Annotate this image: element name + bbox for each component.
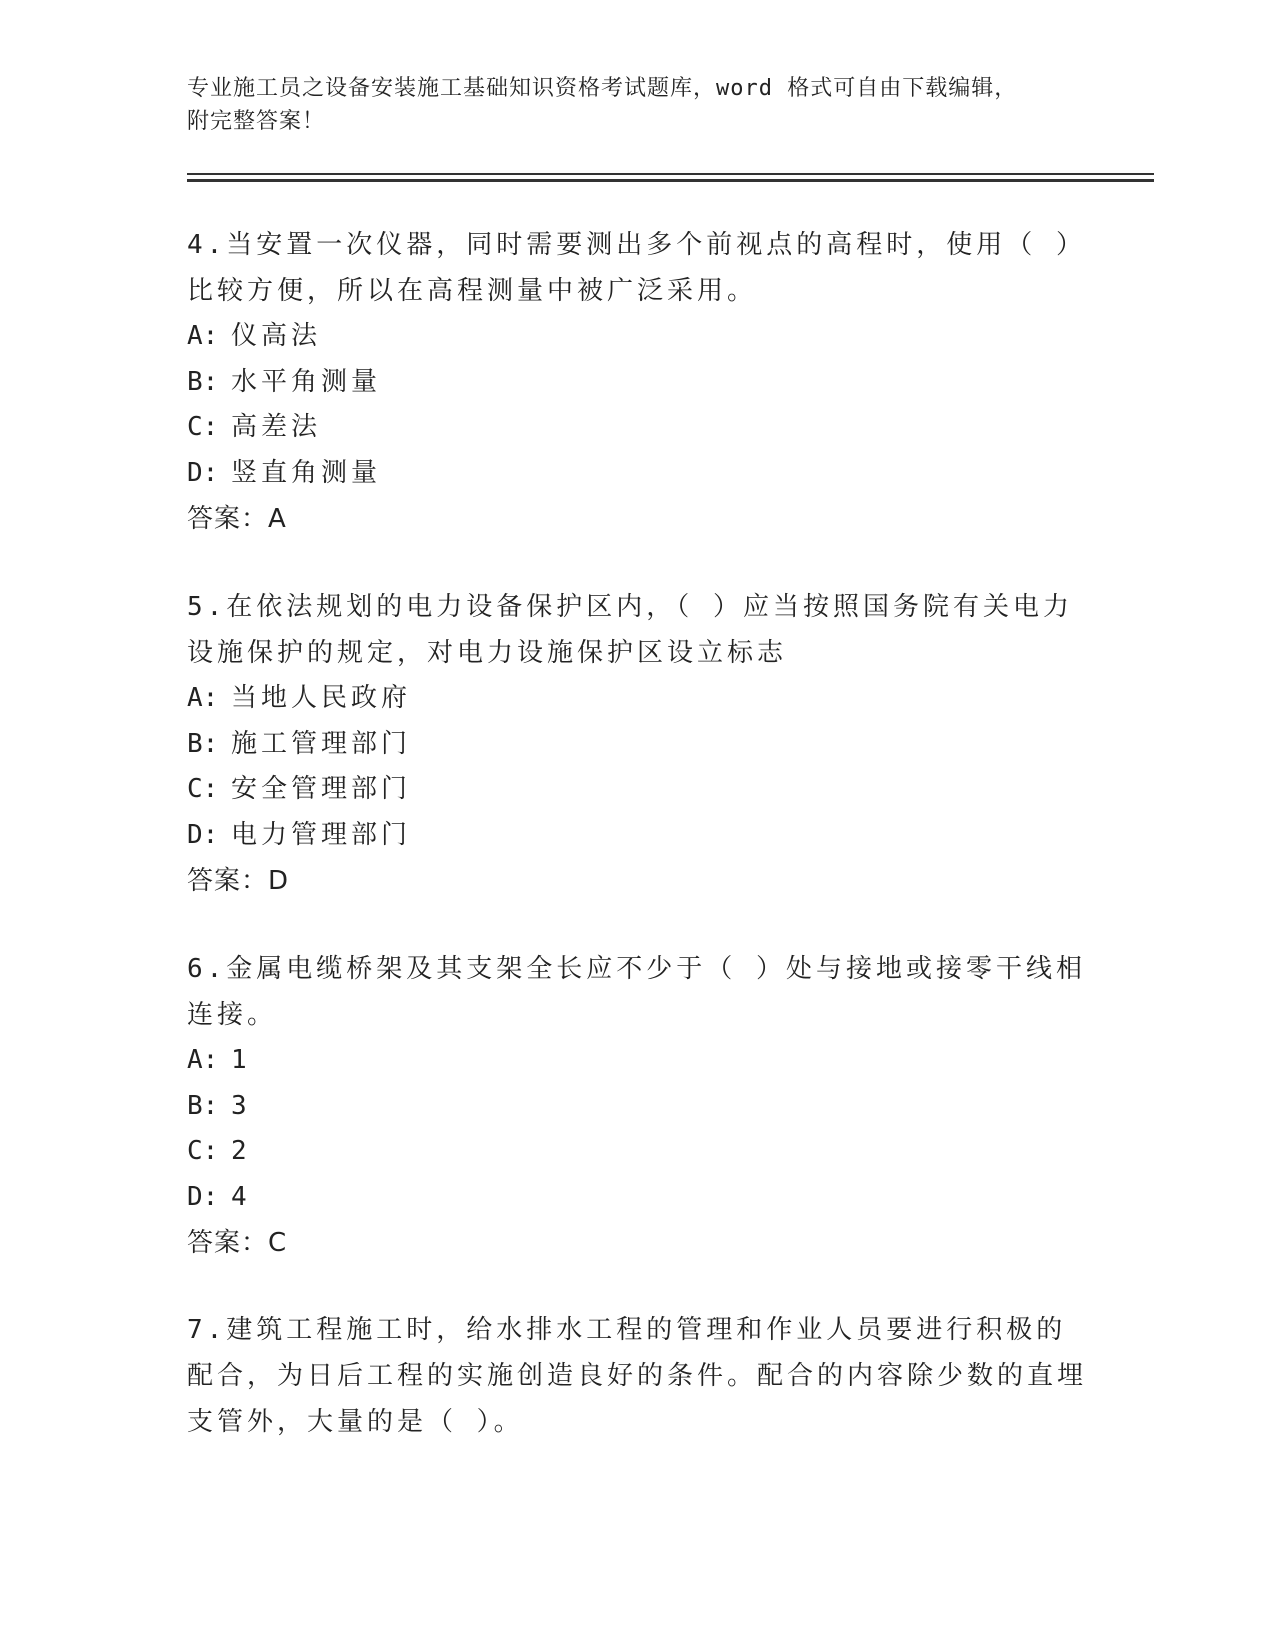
option-text: 水平角测量 (231, 366, 382, 397)
header-divider-thick (187, 179, 1154, 182)
answer-line: 答案：C (187, 1228, 288, 1258)
option-letter: D: (187, 819, 219, 850)
answer-line: 答案：A (187, 504, 287, 534)
option-letter: C: (187, 412, 219, 442)
question-7 (187, 1307, 1087, 1445)
option-d (187, 451, 1087, 497)
option-text: 3 (231, 1090, 251, 1121)
question-text: 7.建筑工程施工时，给水排水工程的管理和作业人员要进行积极的配合，为日后工程的实施创造良好的条件。配合的内容除少数的直埋支管外，大量的是（ ）。 (187, 1315, 1088, 1437)
option-letter: D: (187, 1181, 219, 1212)
option-b (187, 1084, 1087, 1130)
option-letter: A: (187, 321, 219, 351)
option-letter: B: (187, 366, 219, 397)
option-letter: C: (187, 1136, 219, 1166)
option-d (187, 1175, 1087, 1221)
question-5 (187, 584, 1087, 904)
option-d (187, 813, 1087, 859)
option-text: 竖直角测量 (231, 457, 382, 488)
option-text: 高差法 (231, 412, 322, 442)
option-b (187, 360, 1087, 406)
option-letter: D: (187, 457, 219, 488)
option-letter: A: (187, 683, 219, 713)
option-text: 2 (231, 1136, 251, 1166)
question-text: 5.在依法规划的电力设备保护区内，（ ）应当按照国务院有关电力设施保护的规定，对电力设施保护区设立标志 (187, 592, 1073, 668)
question-6 (187, 946, 1087, 1266)
option-text: 4 (231, 1181, 251, 1212)
header-line-2: 附完整答案！ (187, 109, 326, 134)
question-text: 6.金属电缆桥架及其支架全长应不少于（ ）处与接地或接零干线相连接。 (187, 954, 1086, 1030)
document-header (187, 72, 1067, 138)
answer-line: 答案：D (187, 866, 290, 896)
option-b (187, 722, 1087, 768)
option-text: 电力管理部门 (231, 819, 412, 850)
option-c (187, 405, 1087, 451)
option-letter: B: (187, 1090, 219, 1121)
option-text: 当地人民政府 (231, 683, 412, 713)
option-text: 仪高法 (231, 321, 322, 351)
option-c (187, 1129, 1087, 1175)
question-4 (187, 222, 1087, 542)
option-a (187, 1038, 1087, 1084)
header-divider-thin (187, 173, 1154, 175)
option-a (187, 314, 1087, 360)
option-letter: B: (187, 728, 219, 759)
option-c (187, 767, 1087, 813)
header-line-1: 专业施工员之设备安装施工基础知识资格考试题库，word 格式可自由下载编辑， (187, 76, 1018, 101)
option-letter: C: (187, 774, 219, 804)
option-a (187, 676, 1087, 722)
option-text: 1 (231, 1045, 251, 1075)
option-text: 施工管理部门 (231, 728, 412, 759)
option-letter: A: (187, 1045, 219, 1075)
option-text: 安全管理部门 (231, 774, 412, 804)
question-text: 4.当安置一次仪器，同时需要测出多个前视点的高程时，使用（ ）比较方便，所以在高程测量中被广泛采用。 (187, 230, 1086, 306)
